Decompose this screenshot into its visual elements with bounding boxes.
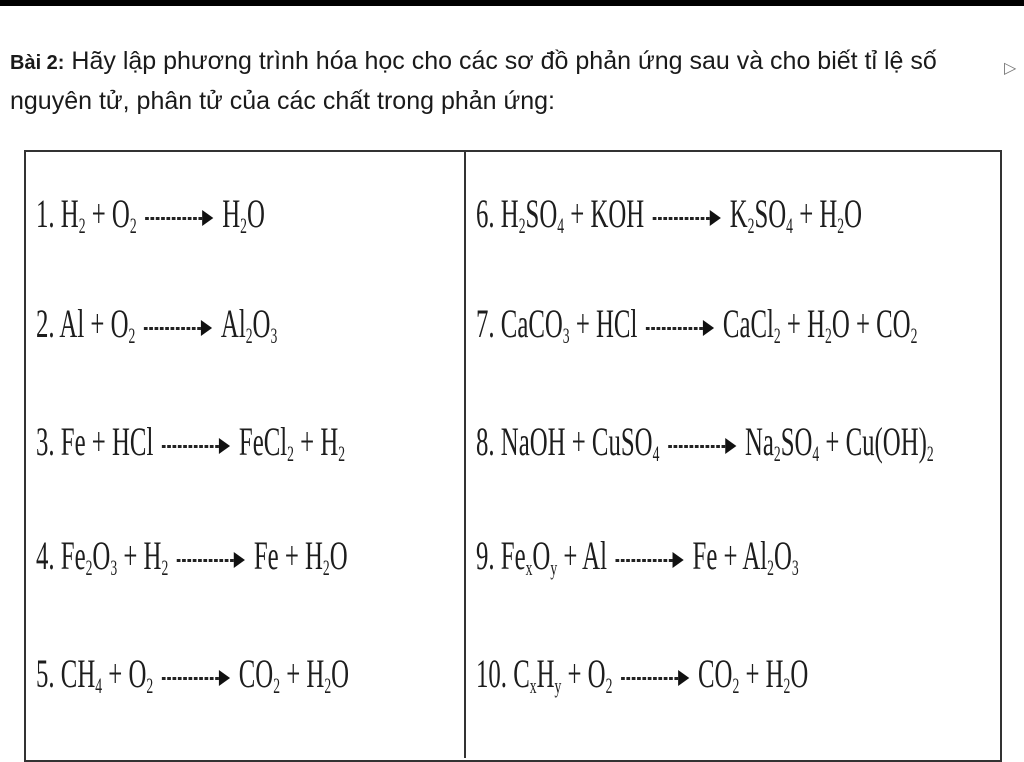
- reaction-arrow-icon: [177, 550, 245, 570]
- equation-number: 4.: [36, 533, 61, 578]
- reaction-arrow-icon: [162, 436, 230, 456]
- reaction-arrow-icon: [653, 208, 721, 228]
- equation-1: 1. $H_2 + O_2$ $H_2O$: [36, 191, 265, 238]
- reaction-arrow-icon: [668, 436, 736, 456]
- exercise-label: Bài 2:: [10, 52, 65, 74]
- exercise-heading: [10, 42, 1010, 120]
- equation-10: 10. $C_xH_y + O_2$ $CO_2 + H_2O$: [476, 651, 809, 698]
- table-divider: [464, 152, 466, 758]
- equation-number: 1.: [36, 191, 61, 236]
- equation-number: 7.: [476, 301, 501, 346]
- equation-5: 5. $CH_4 + O_2$ $CO_2 + H_2O$: [36, 651, 350, 698]
- equation-6: 6. $H_2SO_4$ + KOH $K_2SO_4 + H_2O$: [476, 191, 863, 238]
- equation-number: 10.: [476, 651, 514, 696]
- equation-number: 8.: [476, 419, 501, 464]
- reaction-arrow-icon: [646, 318, 714, 338]
- equation-number: 6.: [476, 191, 501, 236]
- equation-9: 9. $Fe_xO_y + Al$ $Fe + Al_2O_3$: [476, 533, 799, 580]
- equation-7: 7. CaCO$_3$ + HCl CaCl$_2$ + $H_2O + CO_2$: [476, 301, 918, 348]
- reaction-arrow-icon: [616, 550, 684, 570]
- reaction-arrow-icon: [162, 668, 230, 688]
- equation-4: 4. $Fe_2O_3 + H_2$ $Fe + H_2O$: [36, 533, 348, 580]
- equation-number: 9.: [476, 533, 501, 578]
- equation-number: 5.: [36, 651, 61, 696]
- exercise-instructions: Hãy lập phương trình hóa học cho các sơ đồ phản ứng sau và cho biết tỉ lệ số nguyên tử, phân tử của các chất trong phản ứng:: [10, 47, 937, 115]
- equation-number: 3.: [36, 419, 61, 464]
- play-icon: ▷: [1004, 60, 1017, 77]
- top-border-bar: [0, 0, 1024, 6]
- reaction-arrow-icon: [621, 668, 689, 688]
- equation-3: 3. Fe + HCl FeCl$_2$ + $H_2$: [36, 419, 346, 466]
- equation-2: 2. $Al + O_2$ $Al_2O_3$: [36, 301, 278, 348]
- equation-8: 8. NaOH + CuSO$_4$ $Na_2SO_4 + Cu(OH)_2$: [476, 419, 934, 466]
- equation-number: 2.: [36, 301, 60, 346]
- reaction-arrow-icon: [144, 318, 212, 338]
- reaction-arrow-icon: [145, 208, 213, 228]
